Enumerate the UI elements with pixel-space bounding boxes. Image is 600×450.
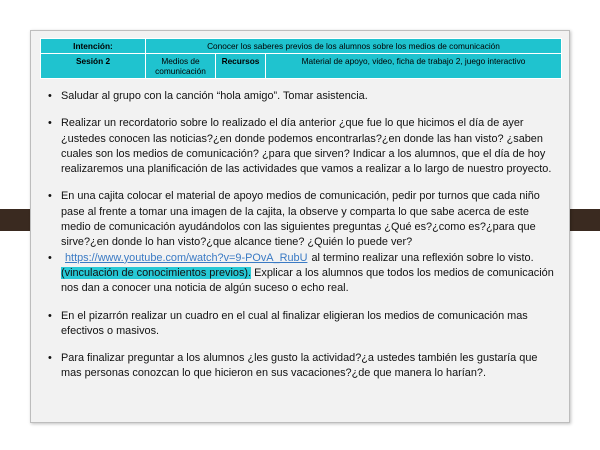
activity-item xyxy=(47,89,555,104)
activity-item xyxy=(47,309,555,340)
bullet-icon: • xyxy=(48,251,52,264)
explanation-text: Explicar a los alumnos que todos los medios de comunicación nos dan a conocer una noticia de algún suceso o echo real. xyxy=(61,266,554,295)
bullet-icon: • xyxy=(48,90,52,102)
intention-row xyxy=(41,39,562,54)
highlighted-text: (vinculación de conocimientos previos). xyxy=(61,266,252,279)
activity-text: En el pizarrón realizar un cuadro en el cual al finalizar eligieran los medios de comunicación mas efectivos o masivos. xyxy=(61,309,528,337)
bullet-icon: • xyxy=(48,117,52,130)
resources-label: Recursos xyxy=(216,54,266,79)
bullet-icon: • xyxy=(48,309,52,322)
activity-text: Realizar un recordatorio sobre lo realizado el día anterior ¿que fue lo que hicimos el día de ayer ¿ustedes conocen las noticias?¿en donde podemos encontrarlas?¿en donde las han visto? ¿saben cuales son los medios de comunicación? ¿para que sirven? Indicar a los alumnos, que el día de hoy realizaremos una planificación de las actividades que vamos a realizar a lo largo de nuestro proyecto. xyxy=(61,117,552,176)
resources-value: Material de apoyo, video, ficha de trabajo 2, juego interactivo xyxy=(266,54,562,79)
activity-text: Saludar al grupo con la canción “hola amigo”. Tomar asistencia. xyxy=(61,90,368,102)
intention-value: Conocer los saberes previos de los alumnos sobre los medios de comunicación xyxy=(146,39,562,54)
bullet-icon: • xyxy=(48,190,52,203)
activity-text: En una cajita colocar el material de apoyo medios de comunicación, pedir por turnos que cada niño pase al frente a tomar una imagen de la cajita, la observe y comparta lo que sabe acerca de este medio de comunicación ayudándolos con las siguientes preguntas ¿Qué es?¿como es?¿para que sirve?¿en donde lo han visto?¿que alcance tiene? ¿Quién lo puede ver? xyxy=(61,190,540,249)
session-row xyxy=(41,54,562,79)
youtube-video-link[interactable]: https://www.youtube.com/watch?v=9-POvA_RubU xyxy=(65,251,308,264)
activity-item xyxy=(47,189,555,250)
lesson-header-table xyxy=(40,38,562,79)
video-activity-item xyxy=(47,251,555,297)
reflection-text: al termino realizar una reflexión sobre lo visto. xyxy=(311,251,534,264)
bullet-icon: • xyxy=(48,352,52,365)
session-topic: Medios de comunicación xyxy=(146,54,216,79)
lesson-plan-card xyxy=(30,30,570,423)
activity-text: Para finalizar preguntar a los alumnos ¿les gusto la actividad?¿a ustedes también les gustaría que mas personas conozcan lo que hicieron en sus vacaciones?¿de que manera lo harían?. xyxy=(61,352,538,380)
activity-item xyxy=(47,116,555,177)
activities-list xyxy=(47,89,555,394)
session-label: Sesión 2 xyxy=(41,54,146,79)
intention-label: Intención: xyxy=(41,39,146,54)
activity-item xyxy=(47,351,555,382)
